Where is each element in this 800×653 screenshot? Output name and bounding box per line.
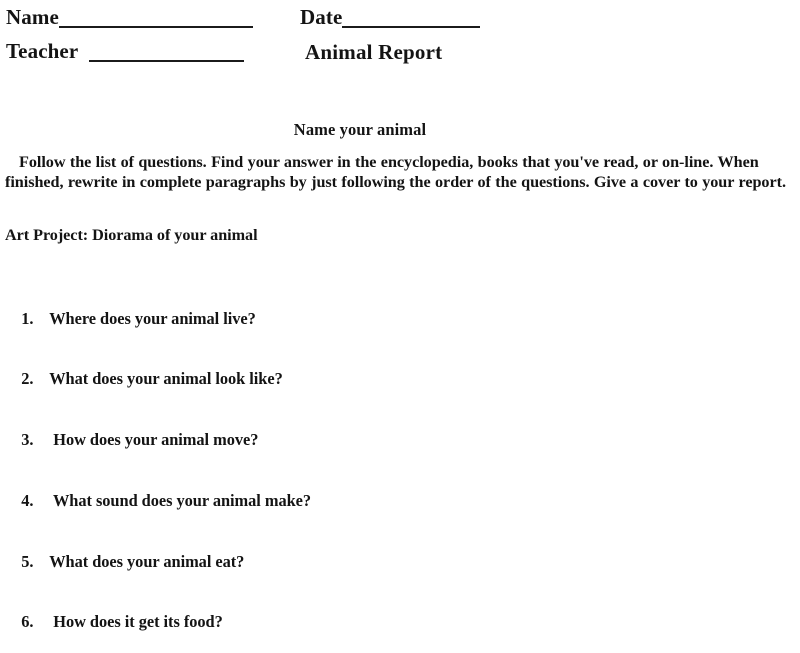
date-write-line[interactable]	[342, 6, 480, 28]
question-item	[5, 590, 785, 653]
question-number: 1.	[21, 309, 34, 328]
question-number: 2.	[21, 369, 34, 388]
question-item	[5, 469, 785, 532]
question-text: What does your animal eat?	[49, 552, 245, 571]
header-row-teacher-title	[0, 38, 800, 70]
question-item	[5, 287, 785, 350]
question-text: How does it get its food?	[49, 612, 223, 631]
question-item	[5, 530, 785, 593]
instructions-paragraph: Follow the list of questions. Find your answer in the encyclopedia, books that you've read, or on-line. When finished, rewrite in complete paragraphs by just following the order of the questions. Give a cover to your report.	[5, 153, 786, 192]
question-text: How does your animal move?	[49, 430, 259, 449]
question-number: 3.	[21, 430, 34, 449]
question-item	[5, 408, 785, 471]
teacher-label: Teacher	[6, 39, 79, 63]
date-label: Date	[300, 5, 343, 29]
teacher-field[interactable]	[6, 38, 244, 64]
art-project-line: Art Project: Diorama of your animal	[5, 226, 258, 244]
name-write-line[interactable]	[59, 6, 253, 28]
question-item	[5, 347, 785, 410]
question-number: 4.	[21, 491, 34, 510]
question-text: Where does your animal live?	[49, 309, 256, 328]
name-label: Name	[6, 5, 59, 29]
question-number: 5.	[21, 552, 34, 571]
header-row-name-date	[0, 4, 800, 36]
question-number: 6.	[21, 612, 34, 631]
date-field[interactable]	[300, 4, 480, 30]
name-field[interactable]	[6, 4, 253, 30]
teacher-write-line[interactable]	[89, 40, 244, 62]
subheading-name-your-animal: Name your animal	[293, 120, 427, 139]
question-text: What does your animal look like?	[49, 369, 283, 388]
question-text: What sound does your animal make?	[49, 491, 312, 510]
page-title: Animal Report	[305, 40, 443, 64]
